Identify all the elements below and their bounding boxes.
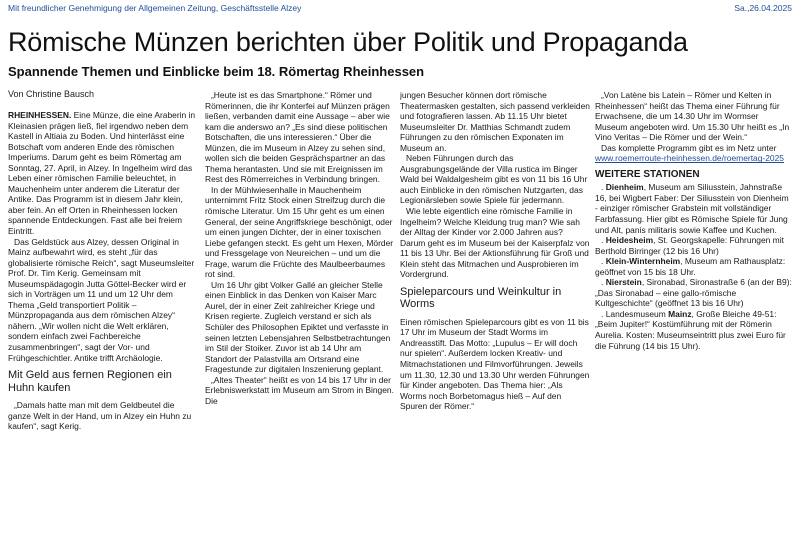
paragraph-text: Eine Münze, die eine Araberin in Kleinasien prägen ließ, fiel irgendwo neben dem Kastell in Altiaia zu Boden. Und hinterlässt eine Botschaft vom anderen Ende des römischen Imperiums. Darum geht es beim Römertag am Sonntag, 27. April, in Alzey. In Ingelheim wird das Leben einer römischen Familie beleuchtet, in Mauchenheim unter anderem die Literatur der Antike. Das Programm ist in diesem Jahr klein, aber fein. An elf Orten in Rheinhessen locken spannende Entdeckungen. Fast alle bei freiem Eintritt.: [8, 110, 196, 237]
station-item: . Klein-Winternheim, Museum am Rathausplatz: geöffnet von 15 bis 18 Uhr.: [595, 256, 786, 277]
paragraph: jungen Besucher können dort römische Theatermasken gestalten, sich passend verkleiden und fotografieren lassen. Ab 11.15 Uhr bietet Museumsleiter Dr. Matthias Schmandt zudem Führungen zu den römischen Exponaten im Museum an.: [400, 90, 590, 153]
stations-heading: WEITERE STATIONEN: [595, 168, 700, 180]
paragraph: [8, 110, 198, 237]
paragraph: „Heute ist es das Smartphone.“ Römer und Römerinnen, die ihr Konterfei auf Münzen prägen ließen, verbanden damit eine Aussage – aber wie kam die anderswo an? „Es sind diese politischen Botschaften, die uns interessieren.“ Über die Münzen, die im Museum in Alzey zu sehen sind, wollen sich die beiden Gesprächspartner an das Thema herantasten. Und sie mit Ereignissen im Rest des Römerreiches in Verbindung bringen.: [205, 90, 390, 185]
column-1: [8, 110, 198, 541]
paragraph: Um 16 Uhr gibt Volker Gallé an gleicher Stelle einen Einblick in das Denken von Kaiser Marc Aurel, der in einer Zeit zahlreicher Kriege und Krisen regierte. Zugleich verstand er sich als Schüler des Philosophen Epiktet und verfasste in seinen letzten Lebensjahren Selbstbetrachtungen im Stil der Stoiker. Zuvor ist ab 14 Uhr am Standort der Palastvilla am Ortsrand eine Fragestunde zur digitalen Inszenierung geplant.: [205, 279, 391, 375]
paragraph: „Altes Theater“ heißt es von 14 bis 17 Uhr in der Erlebniswerkstatt im Museum am Strom in Bingen. Die: [205, 374, 394, 406]
subheading: Spieleparcours und Weinkultur in Worms: [400, 285, 562, 311]
article-subtitle: Spannende Themen und Einblicke beim 18. Römertag Rheinhessen: [8, 64, 425, 79]
paragraph: Einen römischen Spieleparcours gibt es von 11 bis 17 Uhr im Museum der Stadt Worms im Andreasstift. Das Motto: „Lupulus – Er will doch nur spielen“. Außerdem locken Kreativ- und Mitmachstationen und Filmvorführungen. Jeweils um 11.30, 12.30 und 13.30 Uhr werden Führungen für Kinder angeboten. Das Thema hier: „Als Worms noch Borbetomagus hieß – Auf den Spuren der Römer.“: [400, 316, 590, 412]
station-text: , Museum am Siliusstein, Jahnstraße 16, bei Wigbert Faber: Der Siliusstein von Dienheim - einziger römischer Grabstein mit vollständiger Farbfassung. Hier gibt es Römische Spiele für Jung und Alt, panis militaris sowie Kaffee und Kuchen.: [595, 182, 789, 235]
paragraph: „Von Latène bis Latein – Römer und Kelten in Rheinhessen“ heißt das Thema einer Führung für Erwachsene, die um 14.30 Uhr im Wormser Museum angeboten wird. Um 15.30 Uhr heißt es „In Vino Veritas – Die Römer und der Wein.“: [595, 90, 790, 143]
column-3: [400, 90, 590, 531]
stations-list: [595, 182, 792, 351]
paragraph: In der Mühlwiesenhalle in Mauchenheim unternimmt Fritz Stock einen Streifzug durch die römische Literatur. Um 15 Uhr geht es um einen General, der seine Angriffskriege beschönigt, oder um einen jungen Dichter, der in einer toxischen Liebe gefangen steckt. Es geht um Hexen, Mörder und Fressgelage von Neureichen – und um die Frage, warum die Früchte des Maulbeerbaumes rot sind.: [205, 184, 394, 280]
station-place: Heidesheim: [605, 235, 654, 246]
station-item: . Dienheim, Museum am Siliusstein, Jahnstraße 16, bei Wigbert Faber: Der Siliusstein von Dienheim - einziger römischer Grabstein mit vollständiger Farbfassung. Hier gibt es Römische Spiele für Jung und Alt, panis militaris sowie Kaffee und Kuchen.: [595, 182, 789, 235]
article-headline: Römische Münzen berichten über Politik und Propaganda: [8, 27, 688, 57]
station-place: Mainz: [668, 308, 692, 319]
station-place: Nierstein: [605, 277, 642, 288]
station-item: . Nierstein, Sironabad, Sironastraße 6 (an der B9): „Das Sironabad – eine gallo-römische Kultgeschichte“ (geöffnet 13 bis 16 Uhr): [595, 277, 792, 309]
station-text: , Sironabad, Sironastraße 6 (an der B9): „Das Sironabad – eine gallo-römische Kultgeschichte“ (geöffnet 13 bis 16 Uhr): [595, 277, 792, 309]
paragraph: [595, 143, 792, 164]
station-text: , St. Georgskapelle: Führungen mit Berthold Birringer (12 bis 16 Uhr): [595, 235, 784, 256]
dateline: RHEINHESSEN.: [8, 110, 72, 120]
column-2: [205, 90, 395, 531]
station-item: . Landesmuseum Mainz, Große Bleiche 49-51: „Beim Jupiter!“ Kostümführung mit der Römerin Aurelia. Kosten: Museumseintritt plus zwei Euro für die Führung (14 bis 15 Uhr).: [595, 308, 786, 351]
station-prefix: Landesmuseum: [605, 308, 669, 319]
station-text: , Museum am Rathausplatz: geöffnet von 15 bis 18 Uhr.: [595, 256, 786, 277]
paragraph: „Damals hatte man mit dem Geldbeutel die ganze Welt in der Hand, um in Alzey ein Huhn zu kaufen“, sagt Kerig.: [8, 400, 192, 432]
paragraph-text: Das komplette Programm gibt es im Netz unter: [601, 142, 777, 153]
subheading: Mit Geld aus fernen Regionen ein Huhn kaufen: [8, 369, 172, 394]
station-place: Klein-Winternheim: [605, 256, 681, 267]
paragraph: Neben Führungen durch das Ausgrabungsgelände der Villa rustica im Binger Wald bei Waldalgesheim gibt es von 11 bis 16 Uhr auch Einblicke in den römischen Nutzgarten, das Legionärsleben sowie Spiele für jedermann.: [400, 153, 588, 206]
station-text: , Große Bleiche 49-51: „Beim Jupiter!“ Kostümführung mit der Römerin Aurelia. Kosten: Museumseintritt plus zwei Euro für die Führung (14 bis 15 Uhr).: [595, 308, 786, 351]
paragraph: Wie lebte eigentlich eine römische Familie in Ingelheim? Welche Kleidung trug man? Wie sah der Alltag der Kinder vor 2.000 Jahren aus? Darum geht es im Museum bei der Kaiserpfalz von 11 bis 13 Uhr. Bei der Aktionsführung für Groß und Klein steht das Mitmachen und Ausprobieren im Vordergrund.: [400, 206, 590, 280]
issue-date: Sa.,26.04.2025: [734, 3, 792, 13]
paragraph: Das Geldstück aus Alzey, dessen Original in Mainz aufbewahrt wird, es steht „für das globalisierte römische Reich“, sagt Museumsleiter Prof. Dr. Tim Kerig. Gemeinsam mit Museumspädagogin Jutta Göttel-Becker wird er sich in Vorträgen um 11 und um 12 Uhr dem Thema „Geld transportiert Politik –Münzpropaganda aus dem römischen Alzey“ nähern. „Wir wollen nicht die Welt erklären, sondern einfach zwei Fachbereiche zusammenbringen“, sagt der Vor- und Frühgeschichtler. Antike trifft Archäologie.: [8, 236, 195, 363]
program-link[interactable]: www.roemerroute-rheinhessen.de/roemertag-2025: [595, 153, 785, 164]
station-item: . Heidesheim, St. Georgskapelle: Führungen mit Berthold Birringer (12 bis 16 Uhr): [595, 235, 784, 256]
article-author: Von Christine Bausch: [8, 89, 95, 99]
top-bar: [8, 3, 792, 15]
credit-line: Mit freundlicher Genehmigung der Allgemeinen Zeitung, Geschäftsstelle Alzey: [8, 3, 302, 13]
station-place: Dienheim: [605, 182, 644, 193]
column-4: [595, 90, 792, 531]
